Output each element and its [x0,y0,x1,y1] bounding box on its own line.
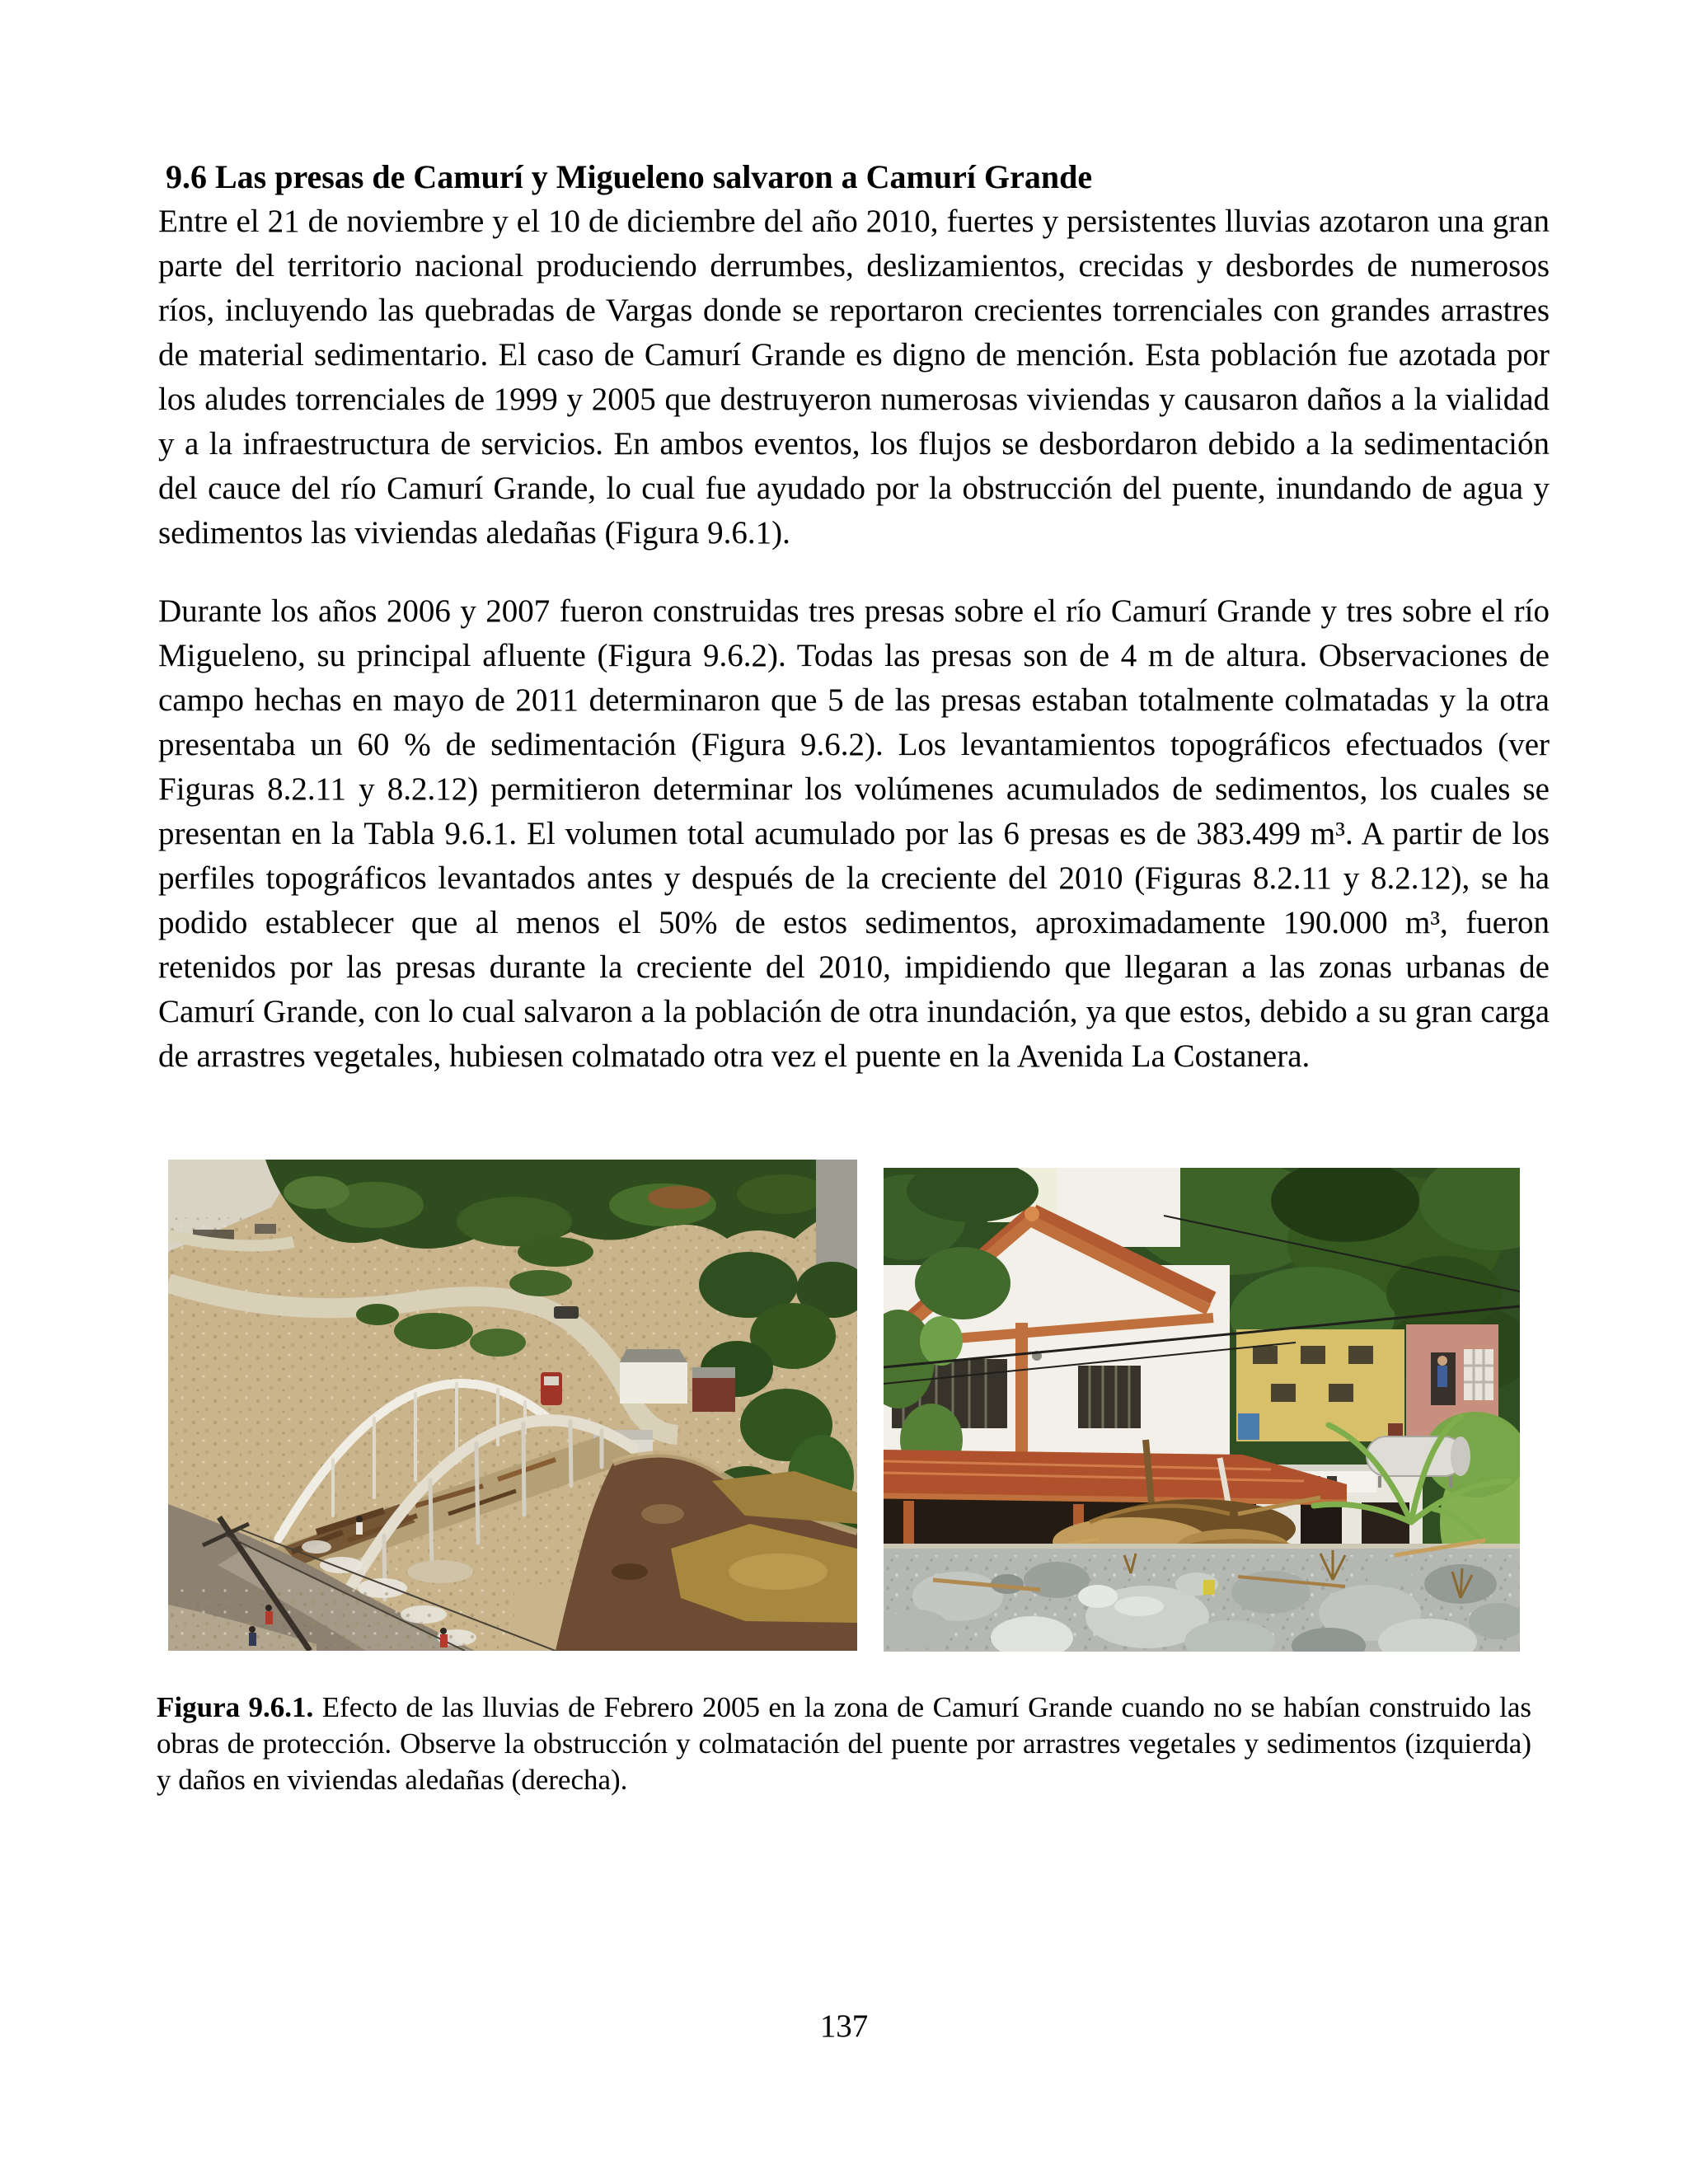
tall-building [816,1160,857,1275]
figure-caption-label: Figura 9.6.1. [157,1691,314,1723]
figure-photo-right-damaged-houses [884,1168,1520,1652]
body-paragraph-1: Entre el 21 de noviembre y el 10 de diciembre del año 2010, fuertes y persistentes lluvias azotaron una gran parte del territorio nacional produciendo derrumbes, deslizamientos, crecidas y desbordes de numerosos ríos, incluyendo las quebradas de Vargas donde se reportaron crecientes torrenciales con grandes arrastres de material sedimentario. El caso de Camurí Grande es digno de mención. Esta población fue azotada por los aludes torrenciales de 1999 y 2005 que destruyeron numerosas viviendas y causaron daños a la vialidad y a la infraestructura de servicios. En ambos eventos, los flujos se desbordaron debido a la sedimentación del cauce del río Camurí Grande, lo cual fue ayudado por la obstrucción del puente, inundando de agua y sedimentos las viviendas aledañas (Figura 9.6.1). [158,204,1550,551]
section-heading: 9.6 Las presas de Camurí y Migueleno salvaron a Camurí Grande [166,158,1093,195]
body-paragraph-2: Durante los años 2006 y 2007 fueron construidas tres presas sobre el río Camurí Grande y tres sobre el río Migueleno, su principal afluente (Figura 9.6.2). Todas las presas son de 4 m de altura. Observaciones de campo hechas en mayo de 2011 determinaron que 5 de las presas estaban totalmente colmatadas y la otra presentaba un 60 % de sedimentación (Figura 9.6.2). Los levantamientos topográficos efectuados (ver Figuras 8.2.11 y 8.2.12) permitieron determinar los volúmenes acumulados de sedimentos, los cuales se presentan en la Tabla 9.6.1. El volumen total acumulado por las 6 presas es de 383.499 m³. A partir de los perfiles topográficos levantados antes y después de la creciente del 2010 (Figuras 8.2.11 y 8.2.12), se ha podido establecer que al menos el 50% de estos sedimentos, aproximadamente 190.000 m³, fueron retenidos por las presas durante la creciente del 2010, impidiendo que llegaran a las zonas urbanas de Camurí Grande, con lo cual salvaron a la población de otra inundación, ya que estos, debido a su gran carga de arrastres vegetales, hubiesen colmatado otra vez el puente en la Avenida La Costanera. [158,593,1550,1074]
figure-caption-text: Efecto de las lluvias de Febrero 2005 en la zona de Camurí Grande cuando no se habían construido las obras de protección. Observe la obstrucción y colmatación del puente por arrastres vegetales y sedimentos (izquierda) y daños en viviendas aledañas (derecha). [157,1691,1531,1796]
page-number: 137 [819,2008,869,2044]
damaged-houses-illustration [884,1168,1520,1652]
person-figure [1437,1366,1447,1387]
text-column [158,155,1550,1079]
blue-door [1238,1413,1259,1440]
rocky-riverbed [884,1540,1520,1652]
figure-photo-left-aerial-bridge [168,1160,857,1651]
window-grille-right [1078,1366,1141,1428]
figure-caption [157,1690,1531,1798]
aerial-bridge-illustration [168,1160,857,1651]
